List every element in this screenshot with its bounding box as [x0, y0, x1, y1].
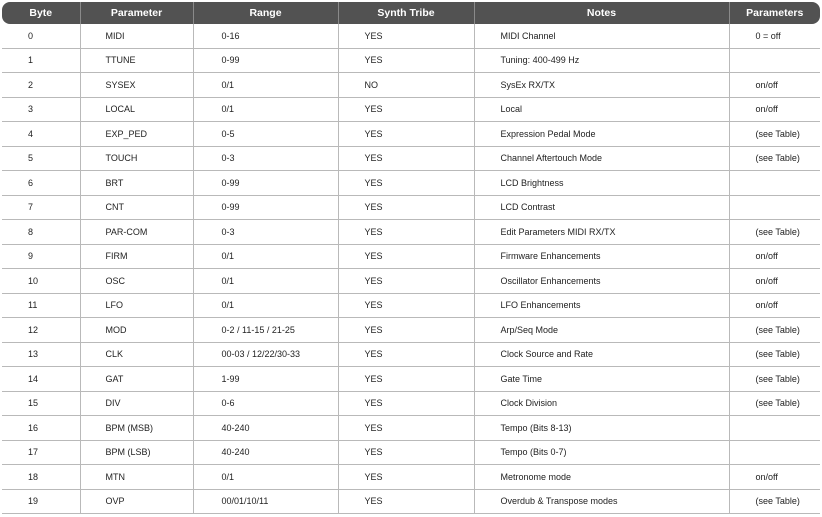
range-cell: 0-99 — [193, 195, 338, 220]
parameters-cell: on/off — [729, 465, 820, 490]
table-body — [2, 24, 820, 514]
byte-cell: 5 — [2, 146, 80, 171]
notes-cell: Gate Time — [474, 367, 729, 392]
range-cell: 0-99 — [193, 48, 338, 73]
range-cell: 0-2 / 11-15 / 21-25 — [193, 318, 338, 343]
parameters-cell: on/off — [729, 73, 820, 98]
parameter-cell: BPM (LSB) — [80, 440, 193, 465]
byte-cell: 19 — [2, 489, 80, 514]
parameters-cell: (see Table) — [729, 220, 820, 245]
table-row — [2, 195, 820, 220]
range-cell: 0-16 — [193, 24, 338, 48]
notes-cell: Clock Source and Rate — [474, 342, 729, 367]
byte-cell: 15 — [2, 391, 80, 416]
parameter-cell: PAR-COM — [80, 220, 193, 245]
header-notes: Notes — [474, 2, 729, 24]
notes-cell: Firmware Enhancements — [474, 244, 729, 269]
table-row — [2, 146, 820, 171]
table-row — [2, 244, 820, 269]
table-row — [2, 220, 820, 245]
byte-cell: 10 — [2, 269, 80, 294]
synth-tribe-cell: YES — [338, 416, 474, 441]
byte-cell: 1 — [2, 48, 80, 73]
parameter-cell: TTUNE — [80, 48, 193, 73]
byte-cell: 17 — [2, 440, 80, 465]
range-cell: 40-240 — [193, 416, 338, 441]
synth-tribe-cell: YES — [338, 171, 474, 196]
byte-cell: 13 — [2, 342, 80, 367]
parameter-cell: MOD — [80, 318, 193, 343]
synth-tribe-cell: YES — [338, 293, 474, 318]
notes-cell: Channel Aftertouch Mode — [474, 146, 729, 171]
synth-tribe-cell: YES — [338, 220, 474, 245]
byte-cell: 9 — [2, 244, 80, 269]
parameters-cell: on/off — [729, 97, 820, 122]
synth-tribe-cell: YES — [338, 24, 474, 48]
range-cell: 0/1 — [193, 73, 338, 98]
byte-cell: 0 — [2, 24, 80, 48]
parameters-cell: (see Table) — [729, 367, 820, 392]
notes-cell: Expression Pedal Mode — [474, 122, 729, 147]
parameters-cell — [729, 440, 820, 465]
table-row — [2, 73, 820, 98]
byte-cell: 14 — [2, 367, 80, 392]
table-row — [2, 416, 820, 441]
table-row — [2, 48, 820, 73]
notes-cell: LCD Contrast — [474, 195, 729, 220]
byte-cell: 2 — [2, 73, 80, 98]
table-row — [2, 97, 820, 122]
notes-cell: SysEx RX/TX — [474, 73, 729, 98]
synth-tribe-cell: YES — [338, 489, 474, 514]
parameters-cell — [729, 48, 820, 73]
notes-cell: LFO Enhancements — [474, 293, 729, 318]
parameters-cell: 0 = off — [729, 24, 820, 48]
parameters-cell: (see Table) — [729, 489, 820, 514]
synth-tribe-cell: YES — [338, 342, 474, 367]
table-row — [2, 269, 820, 294]
table-row — [2, 318, 820, 343]
synth-tribe-cell: YES — [338, 391, 474, 416]
parameters-cell: on/off — [729, 293, 820, 318]
notes-cell: Oscillator Enhancements — [474, 269, 729, 294]
range-cell: 0/1 — [193, 244, 338, 269]
notes-cell: MIDI Channel — [474, 24, 729, 48]
parameter-cell: FIRM — [80, 244, 193, 269]
synth-tribe-cell: YES — [338, 48, 474, 73]
parameters-cell: (see Table) — [729, 342, 820, 367]
synth-tribe-cell: YES — [338, 244, 474, 269]
range-cell: 0-3 — [193, 146, 338, 171]
synth-tribe-cell: YES — [338, 440, 474, 465]
byte-cell: 3 — [2, 97, 80, 122]
header-parameter: Parameter — [80, 2, 193, 24]
header-byte: Byte — [2, 2, 80, 24]
notes-cell: Tempo (Bits 8-13) — [474, 416, 729, 441]
parameters-cell — [729, 416, 820, 441]
parameter-table — [2, 2, 820, 514]
synth-tribe-cell: YES — [338, 146, 474, 171]
table-row — [2, 342, 820, 367]
table-row — [2, 465, 820, 490]
notes-cell: Clock Division — [474, 391, 729, 416]
parameters-cell: (see Table) — [729, 146, 820, 171]
range-cell: 0-99 — [193, 171, 338, 196]
parameter-cell: DIV — [80, 391, 193, 416]
parameter-cell: GAT — [80, 367, 193, 392]
notes-cell: Edit Parameters MIDI RX/TX — [474, 220, 729, 245]
notes-cell: Tempo (Bits 0-7) — [474, 440, 729, 465]
table-row — [2, 367, 820, 392]
byte-cell: 18 — [2, 465, 80, 490]
table-header — [2, 2, 820, 24]
parameters-cell: (see Table) — [729, 318, 820, 343]
parameter-cell: MIDI — [80, 24, 193, 48]
byte-cell: 7 — [2, 195, 80, 220]
byte-cell: 16 — [2, 416, 80, 441]
table-row — [2, 440, 820, 465]
notes-cell: Arp/Seq Mode — [474, 318, 729, 343]
parameter-cell: EXP_PED — [80, 122, 193, 147]
synth-tribe-cell: YES — [338, 367, 474, 392]
synth-tribe-cell: NO — [338, 73, 474, 98]
parameter-cell: CNT — [80, 195, 193, 220]
table-row — [2, 171, 820, 196]
range-cell: 0/1 — [193, 97, 338, 122]
header-synth-tribe: Synth Tribe — [338, 2, 474, 24]
parameters-cell: (see Table) — [729, 122, 820, 147]
parameter-cell: BRT — [80, 171, 193, 196]
table-row — [2, 24, 820, 48]
header-range: Range — [193, 2, 338, 24]
synth-tribe-cell: YES — [338, 122, 474, 147]
notes-cell: Local — [474, 97, 729, 122]
synth-tribe-cell: YES — [338, 465, 474, 490]
range-cell: 1-99 — [193, 367, 338, 392]
notes-cell: Metronome mode — [474, 465, 729, 490]
parameter-cell: SYSEX — [80, 73, 193, 98]
range-cell: 0/1 — [193, 465, 338, 490]
parameter-cell: OSC — [80, 269, 193, 294]
table-row — [2, 489, 820, 514]
parameter-table-container — [2, 2, 820, 514]
range-cell: 0-6 — [193, 391, 338, 416]
byte-cell: 12 — [2, 318, 80, 343]
notes-cell: Tuning: 400-499 Hz — [474, 48, 729, 73]
parameter-cell: TOUCH — [80, 146, 193, 171]
synth-tribe-cell: YES — [338, 195, 474, 220]
parameters-cell: on/off — [729, 269, 820, 294]
range-cell: 0/1 — [193, 269, 338, 294]
table-row — [2, 293, 820, 318]
parameter-cell: BPM (MSB) — [80, 416, 193, 441]
parameter-cell: CLK — [80, 342, 193, 367]
synth-tribe-cell: YES — [338, 269, 474, 294]
range-cell: 40-240 — [193, 440, 338, 465]
table-row — [2, 122, 820, 147]
parameter-cell: OVP — [80, 489, 193, 514]
parameters-cell — [729, 171, 820, 196]
header-parameters: Parameters — [729, 2, 820, 24]
parameter-cell: LFO — [80, 293, 193, 318]
range-cell: 0-5 — [193, 122, 338, 147]
range-cell: 0/1 — [193, 293, 338, 318]
notes-cell: LCD Brightness — [474, 171, 729, 196]
parameter-cell: MTN — [80, 465, 193, 490]
header-row — [2, 2, 820, 24]
parameter-cell: LOCAL — [80, 97, 193, 122]
parameters-cell — [729, 195, 820, 220]
range-cell: 00-03 / 12/22/30-33 — [193, 342, 338, 367]
parameters-cell: (see Table) — [729, 391, 820, 416]
byte-cell: 8 — [2, 220, 80, 245]
byte-cell: 6 — [2, 171, 80, 196]
table-row — [2, 391, 820, 416]
parameters-cell: on/off — [729, 244, 820, 269]
byte-cell: 4 — [2, 122, 80, 147]
notes-cell: Overdub & Transpose modes — [474, 489, 729, 514]
byte-cell: 11 — [2, 293, 80, 318]
range-cell: 00/01/10/11 — [193, 489, 338, 514]
synth-tribe-cell: YES — [338, 97, 474, 122]
synth-tribe-cell: YES — [338, 318, 474, 343]
range-cell: 0-3 — [193, 220, 338, 245]
